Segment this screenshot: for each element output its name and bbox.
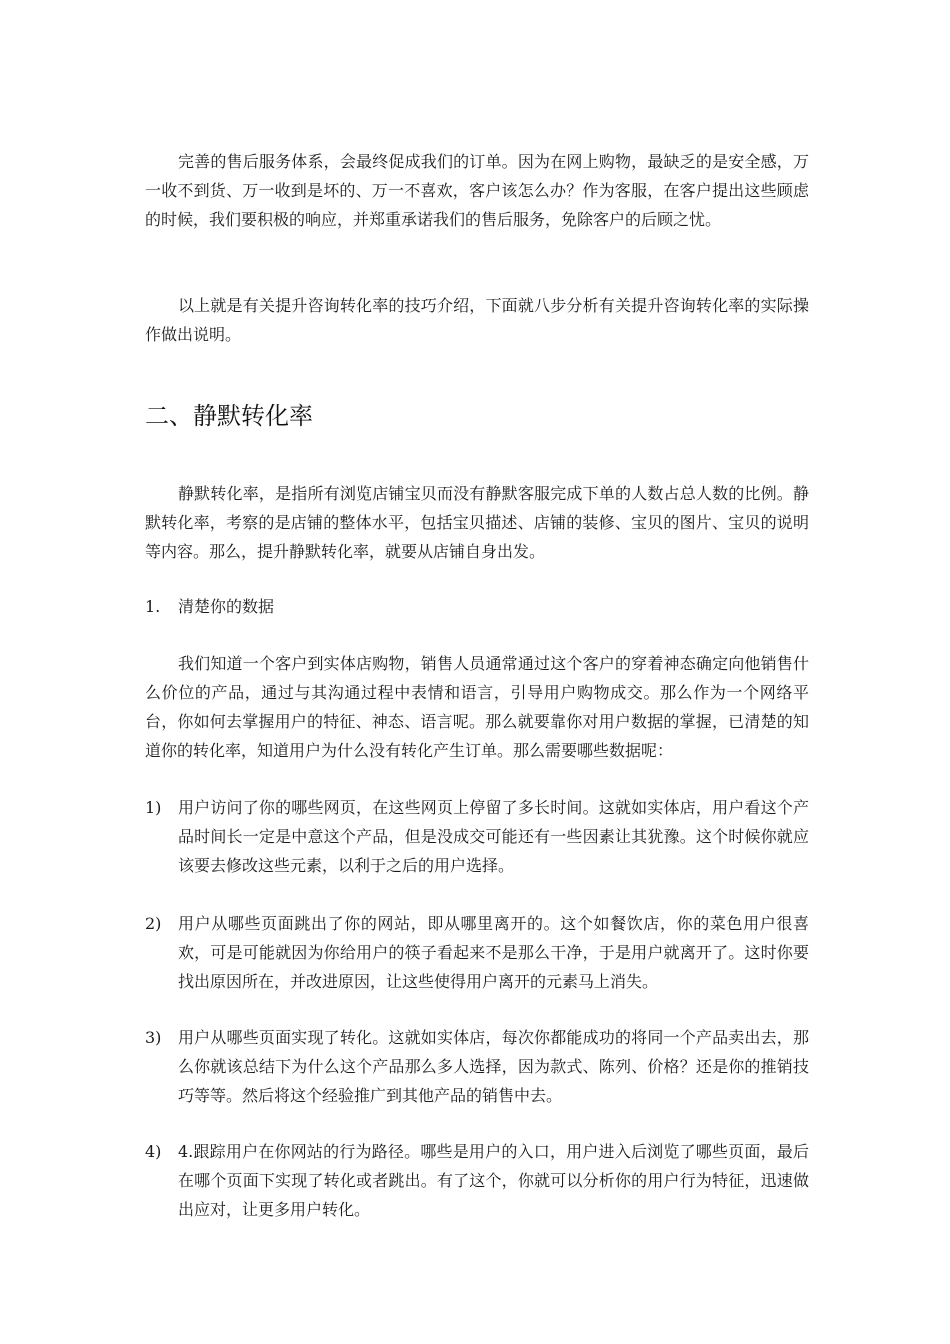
list-item-text: 用户从哪些页面实现了转化。这就如实体店，每次你都能成功的将同一个产品卖出去，那么你就该总结下为什么这个产品那么多人选择，因为款式、陈列、价格？还是你的推销技巧等等。然后将这个经验推广到其他产品的销售中去。 [178,1028,809,1105]
paragraph-data-intro: 我们知道一个客户到实体店购物，销售人员通常通过这个客户的穿着神态确定向他销售什么价位的产品，通过与其沟通过程中表情和语言，引导用户购物成交。那么作为一个网络平台，你如何去掌握用户的特征、神态、语言呢。那么就要靠你对用户数据的掌握，已清楚的知道你的转化率，知道用户为什么没有转化产生订单。那么需要哪些数据呢： [145,654,809,760]
list-item-text: 用户从哪些页面跳出了你的网站，即从哪里离开的。这个如餐饮店，你的菜色用户很喜欢，可是可能就因为你给用户的筷子看起来不是那么干净，于是用户就离开了。这时你要找出原因所在，并改进原因，让这些使得用户离开的元素马上消失。 [178,914,809,991]
list-item [145,1137,809,1224]
section-heading: 二、静默转化率 [145,402,313,430]
paragraph-silent-conversion: 静默转化率，是指所有浏览店铺宝贝而没有静默客服完成下单的人数占总人数的比例。静默转化率，考察的是店铺的整体水平，包括宝贝描述、店铺的装修、宝贝的图片、宝贝的说明等内容。那么，提升静默转化率，就要从店铺自身出发。 [145,484,809,561]
list-item-text: 用户访问了你的哪些网页，在这些网页上停留了多长时间。这就如实体店，用户看这个产品时间长一定是中意这个产品，但是没成交可能还有一些因素让其犹豫。这个时候你就应该要去修改这些元素，以利于之后的用户选择。 [178,798,809,875]
list-marker: 1) [145,798,162,817]
list-marker: 4) [145,1142,162,1161]
paragraph-after-sales: 完善的售后服务体系，会最终促成我们的订单。因为在网上购物，最缺乏的是安全感，万一收不到货、万一收到是坏的、万一不喜欢，客户该怎么办？作为客服，在客户提出这些顾虑的时候，我们要积极的响应，并郑重承诺我们的售后服务，免除客户的后顾之忧。 [145,152,809,229]
numbered-subheading [145,592,274,621]
list-item [145,793,809,880]
list-marker: 2) [145,914,162,933]
list-marker: 3) [145,1028,162,1047]
subheading-text: 清楚你的数据 [178,597,275,616]
list-item [145,909,809,996]
paragraph-summary: 以上就是有关提升咨询转化率的技巧介绍，下面就八步分析有关提升咨询转化率的实际操作做出说明。 [145,296,809,344]
subheading-number: 1. [145,597,161,616]
list-item [145,1023,809,1110]
list-item-text: 4.跟踪用户在你网站的行为路径。哪些是用户的入口，用户进入后浏览了哪些页面，最后在哪个页面下实现了转化或者跳出。有了这个，你就可以分析你的用户行为特征，迅速做出应对，让更多用户转化。 [178,1142,809,1219]
